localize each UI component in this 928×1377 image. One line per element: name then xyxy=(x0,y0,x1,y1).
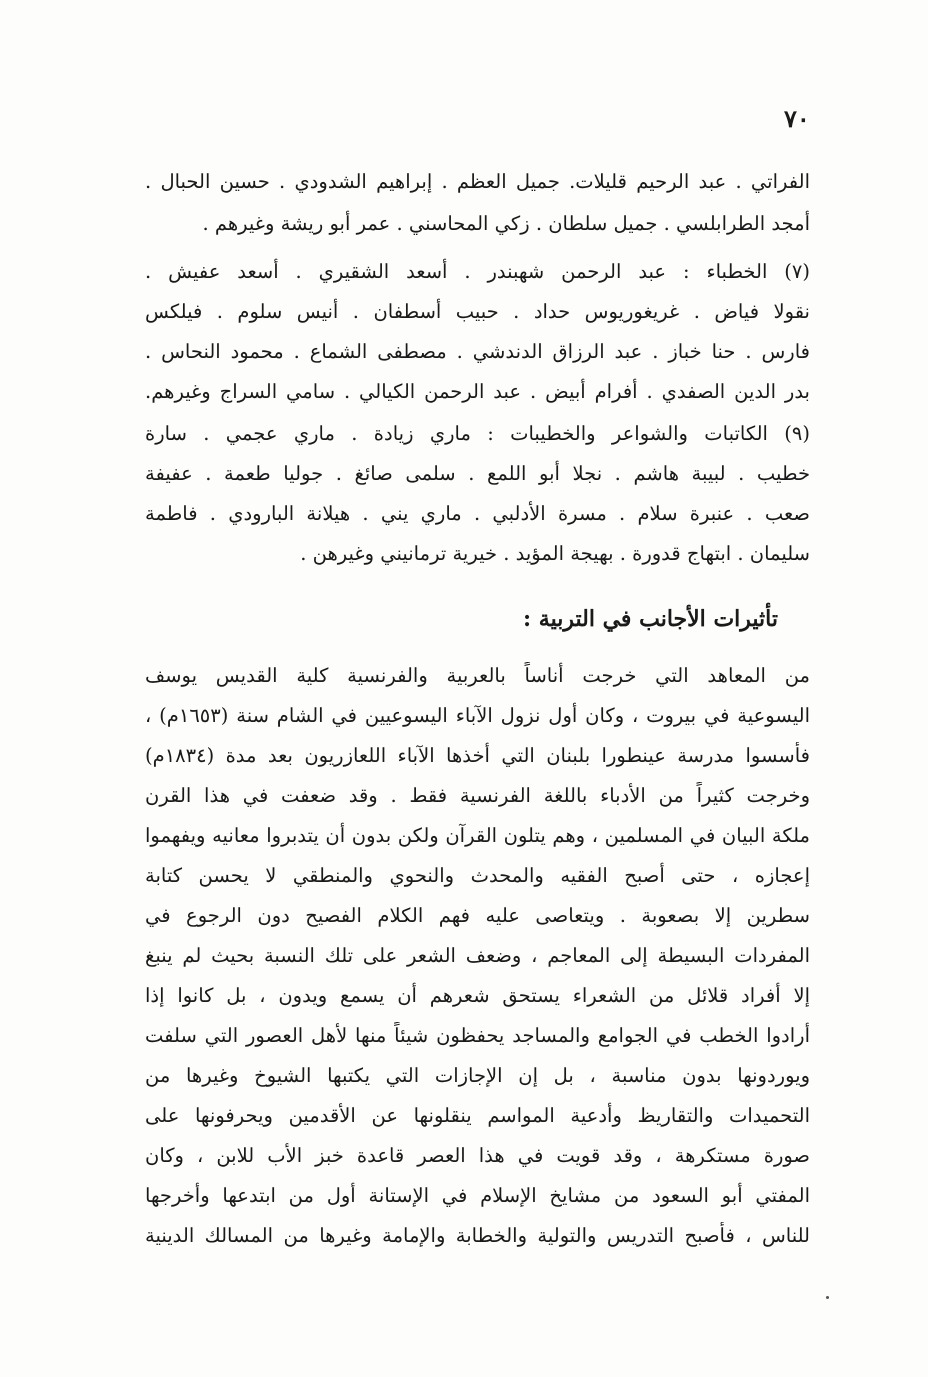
page-number: ٧٠ xyxy=(784,104,810,133)
text-line: خطيب . لبيبة هاشم . نجلا أبو اللمع . سلمى صائغ . جوليا طعمة . عفيفة xyxy=(145,462,810,485)
text-line: للناس ، فأصبح التدريس والتولية والخطابة والإمامة وغيرها من المسالك الدينية xyxy=(145,1224,810,1247)
text-line: فارس . حنا خباز . عبد الرزاق الدندشي . مصطفى الشماع . محمود النحاس . xyxy=(145,340,810,363)
text-line: من المعاهد التي خرجت أناساً بالعربية والفرنسية كلية القديس يوسف xyxy=(145,664,810,687)
text-line: أرادوا الخطب في الجوامع والمساجد يحفظون شيئاً منها لأهل العصور التي سلفت xyxy=(145,1024,810,1047)
text-line: (٧) الخطباء : عبد الرحمن شهبندر . أسعد الشقيري . أسعد عفيش . xyxy=(145,260,810,283)
scan-speck xyxy=(826,1296,829,1299)
text-line: ويوردونها بدون مناسبة ، بل إن الإجازات التي يكتبها الشيوخ وغيرها من xyxy=(145,1064,810,1087)
text-line: اليسوعية في بيروت ، وكان أول نزول الآباء اليسوعيين في الشام سنة (١٦٥٣م) ، xyxy=(145,704,810,727)
text-line: إعجازه ، حتى أصبح الفقيه والمحدث والنحوي والمنطقي لا يحسن كتابة xyxy=(145,864,810,887)
text-line: (٩) الكاتبات والشواعر والخطيبات : ماري زيادة . ماري عجمي . سارة xyxy=(145,422,810,445)
text-line: فأسسوا مدرسة عينطورا بلبنان التي أخذها الآباء اللعازريون بعد مدة (١٨٣٤م) xyxy=(145,744,810,767)
section-heading: تأثيرات الأجانب في التربية : xyxy=(523,606,778,632)
text-line: صعب . عنبرة سلام . مسرة الأدلبي . ماري يني . هيلانة البارودي . فاطمة xyxy=(145,502,810,525)
text-line: الفراتي . عبد الرحيم قليلات. جميل العظم . إبراهيم الشدودي . حسين الحبال . xyxy=(145,170,810,193)
text-line: التحميدات والتقاريظ وأدعية المواسم ينقلونها عن الأقدمين ويحرفونها على xyxy=(145,1104,810,1127)
text-line: نقولا فياض . غريغوريوس حداد . حبيب أسطفان . أنيس سلوم . فيلكس xyxy=(145,300,810,323)
text-line: إلا أفراد قلائل من الشعراء يستحق شعرهم أن يسمع ويدون ، بل كانوا إذا xyxy=(145,984,810,1007)
text-line: المفتي أبو السعود من مشايخ الإسلام في الإستانة أول من ابتدعها وأخرجها xyxy=(145,1184,810,1207)
text-line: المفردات البسيطة إلى المعاجم ، وضعف الشعر على تلك النسبة بحيث لم ينبغ xyxy=(145,944,810,967)
text-line: سليمان . ابتهاج قدورة . بهيجة المؤيد . خيرية ترمانيني وغيرهن . xyxy=(300,542,810,565)
text-line: وخرجت كثيراً من الأدباء باللغة الفرنسية فقط . وقد ضعفت في هذا القرن xyxy=(145,784,810,807)
text-line: بدر الدين الصفدي . أفرام أبيض . عبد الرحمن الكيالي . سامي السراج وغيرهم. xyxy=(145,380,810,403)
text-line: سطرين إلا بصعوبة . ويتعاصى عليه فهم الكلام الفصيح دون الرجوع في xyxy=(145,904,810,927)
text-line: صورة مستكرهة ، وقد قويت في هذا العصر قاعدة خبز الأب للابن ، وكان xyxy=(145,1144,810,1167)
text-line: ملكة البيان في المسلمين ، وهم يتلون القرآن ولكن بدون أن يتدبروا معانيه ويفهموا xyxy=(145,824,810,847)
text-line: أمجد الطرابلسي . جميل سلطان . زكي المحاسني . عمر أبو ريشة وغيرهم . xyxy=(202,212,810,235)
